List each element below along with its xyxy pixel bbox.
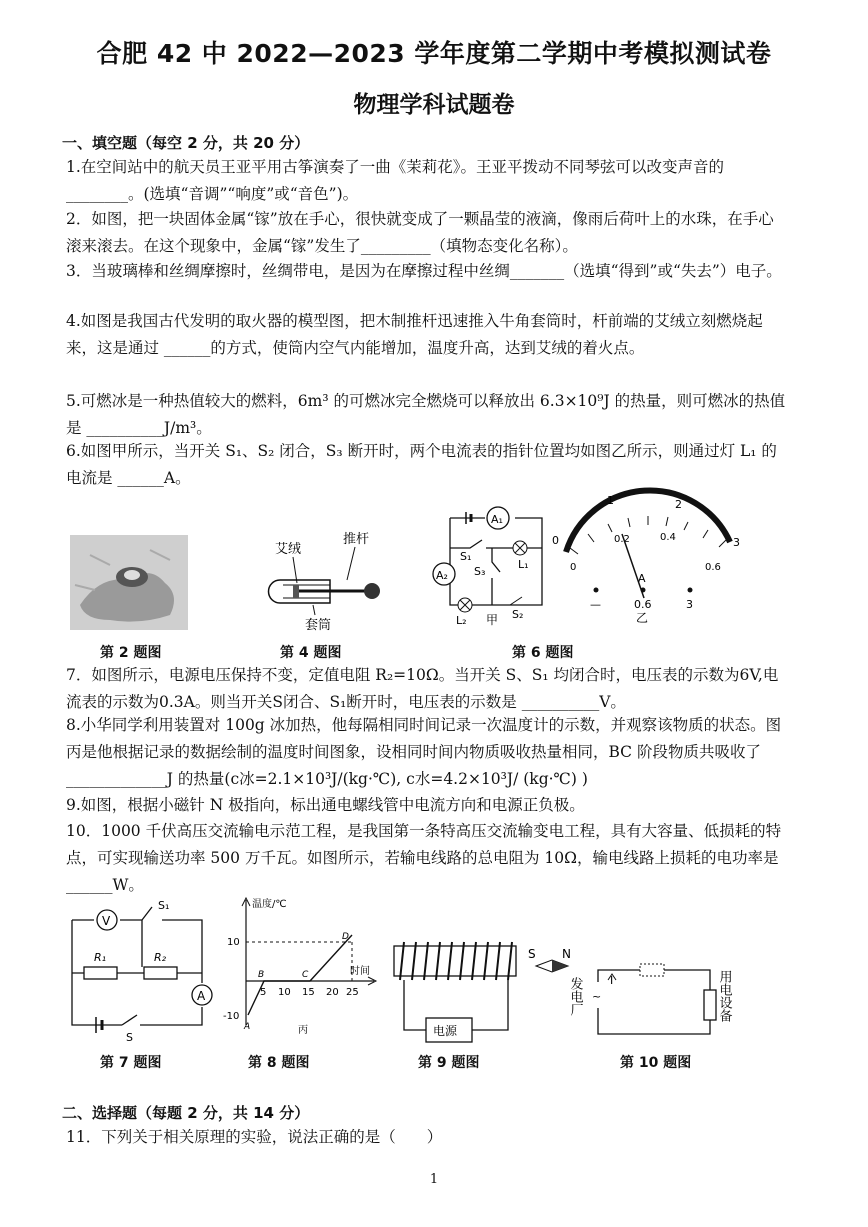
section-heading-choice: 二、选择题（每题 2 分，共 14 分）	[62, 1104, 310, 1122]
label-sleeve: 套筒	[305, 618, 332, 633]
caption-fig7: 第 7 题图	[100, 1055, 162, 1071]
question-10: 10．1000 千伏高压交流输电示范工程，是我国第一条特高压交流输变电工程，具有大容量、低损耗的特点，可实现输送功率 500 万千瓦。如图所示，若输电线路的总电阻为 10Ω，输电线路上损耗的电功率是______W。	[66, 822, 782, 894]
caption-fig8: 第 8 题图	[248, 1055, 310, 1071]
point-c: C	[302, 970, 309, 980]
power-plant-label: 发电厂	[567, 977, 583, 1016]
question-2: 2．如图，把一块固体金属“镓”放在手心，很快就变成了一颗晶莹的液滴，像雨后荷叶上的水珠，在手心滚来滚去。在这个现象中，金属“镓”发生了_________（填物态变化名称）。	[66, 210, 774, 255]
figure-2-photo	[70, 535, 188, 630]
figure-6-circuit	[430, 500, 550, 625]
label-jia: 甲	[486, 613, 499, 627]
voltmeter-label: V	[102, 914, 111, 928]
current-label: I	[610, 974, 614, 987]
dial-top-2: 2	[675, 498, 682, 511]
caption-fig9: 第 9 题图	[418, 1055, 480, 1071]
switch-s-label: S	[126, 1031, 133, 1044]
x-axis-label: 时间	[350, 966, 370, 977]
ac-symbol: ~	[592, 990, 602, 1003]
power-source-label: 电源	[433, 1024, 458, 1038]
label-yi: 乙	[636, 611, 649, 625]
caption-fig2: 第 2 题图	[100, 645, 162, 661]
y-tick-neg10: -10	[223, 1011, 240, 1022]
question-8: 8.小华同学利用装置对 100g 冰加热，他每隔相同时间记录一次温度计的示数，并观察该物质的状态。图丙是他根据记录的数据绘制的温度时间图象，设相同时间内物质吸收热量相同，BC 阶段物质共吸收了_____________J 的热量(c冰=2.1×10³J/(kg·℃), c水=4.2×10³J/ (kg·℃) )	[66, 716, 782, 788]
terminal-06: 0.6	[634, 598, 652, 611]
dial-bottom-02: 0.2	[614, 534, 630, 545]
resistor-r1-label: R₁	[94, 951, 107, 964]
ammeter-a2-label: A₂	[436, 569, 448, 582]
consumer-label: 用电设备	[716, 970, 732, 1022]
dial-bottom-0: 0	[570, 562, 577, 573]
ammeter-a1-label: A₁	[491, 513, 503, 526]
figure-4-fire-starter	[255, 525, 405, 635]
terminal-3: 3	[686, 598, 693, 611]
label-aironrong: 艾绒	[275, 542, 302, 557]
point-a: A	[244, 1022, 251, 1032]
figure-8-temp-graph	[222, 895, 382, 1040]
x-tick-20: 20	[326, 987, 339, 998]
section-heading-fill-blank: 一、填空题（每空 2 分，共 20 分）	[62, 134, 310, 152]
question-3: 3．当玻璃棒和丝绸摩擦时，丝绸带电，是因为在摩擦过程中丝绸_______（选填“得到”或“失去”）电子。	[66, 262, 782, 280]
figure-9-solenoid	[386, 938, 586, 1046]
label-push-rod: 推杆	[343, 532, 370, 547]
dial-bottom-06: 0.6	[705, 562, 721, 573]
switch-s1-label: S₁	[158, 899, 170, 912]
caption-fig6: 第 6 题图	[512, 645, 574, 661]
resistor-r2-label: R₂	[154, 951, 167, 964]
exam-subtitle: 物理学科试题卷	[353, 92, 515, 118]
figure-7-circuit	[62, 895, 212, 1043]
switch-s2-label: S₂	[512, 608, 524, 621]
lamp-l2-label: L₂	[456, 614, 467, 627]
figure-10-transmission	[567, 952, 750, 1052]
dial-unit-a: A	[638, 572, 646, 585]
figure-6-ammeter-dial	[548, 490, 748, 625]
question-11: 11．下列关于相关原理的实验，说法正确的是（ ）	[66, 1128, 443, 1146]
caption-fig4: 第 4 题图	[280, 645, 342, 661]
page-number: 1	[429, 1172, 439, 1187]
ammeter-label: A	[197, 989, 206, 1003]
x-tick-15: 15	[302, 987, 315, 998]
question-1: 1.在空间站中的航天员王亚平用古筝演奏了一曲《茉莉花》。王亚平拨动不同琴弦可以改变声音的________。(选填“音调”“响度”或“音色”)。	[66, 158, 725, 203]
exam-title: 合肥 42 中 2022—2023 学年度第二学期中考模拟测试卷	[96, 39, 772, 68]
point-d: D	[342, 932, 349, 942]
dial-top-3: 3	[733, 536, 740, 549]
question-4: 4.如图是我国古代发明的取火器的模型图，把木制推杆迅速推入牛角套筒时，杆前端的艾绒立刻燃烧起来，这是通过 ______的方式，使筒内空气内能增加，温度升高，达到艾绒的着火点。	[66, 312, 763, 357]
magnet-n-label: N	[562, 947, 571, 961]
switch-s3-label: S₃	[474, 565, 486, 578]
question-9: 9.如图，根据小磁针 N 极指向，标出通电螺线管中电流方向和电源正负极。	[66, 796, 585, 814]
question-6: 6.如图甲所示，当开关 S₁、S₂ 闭合，S₃ 断开时，两个电流表的指针位置均如图乙所示，则通过灯 L₁ 的电流是 ______A。	[66, 442, 777, 487]
question-7: 7．如图所示，电源电压保持不变，定值电阻 R₂=10Ω。当开关 S、S₁ 均闭合时，电压表的示数为6V,电流表的示数为0.3A。则当开关S闭合、S₁断开时，电压表的示数是 __________V。	[66, 666, 779, 711]
y-axis-label: 温度/℃	[252, 899, 287, 910]
dial-bottom-04: 0.4	[660, 532, 676, 543]
dial-top-1: 1	[607, 494, 614, 507]
lamp-l1-label: L₁	[518, 558, 529, 571]
magnet-s-label: S	[528, 947, 536, 961]
question-5: 5.可燃冰是一种热值较大的燃料，6m³ 的可燃冰完全燃烧可以释放出 6.3×10⁹J 的热量，则可燃冰的热值是 __________J/m³。	[66, 392, 786, 437]
dial-top-0: 0	[552, 534, 559, 547]
point-b: B	[258, 970, 265, 980]
caption-fig10: 第 10 题图	[620, 1055, 692, 1071]
x-tick-10: 10	[278, 987, 291, 998]
terminal-minus: —	[590, 598, 601, 611]
label-bing: 丙	[298, 1025, 308, 1036]
y-tick-10: 10	[227, 937, 240, 948]
switch-s1-label: S₁	[460, 550, 472, 563]
x-tick-5: 5	[260, 987, 267, 998]
x-tick-25: 25	[346, 987, 359, 998]
